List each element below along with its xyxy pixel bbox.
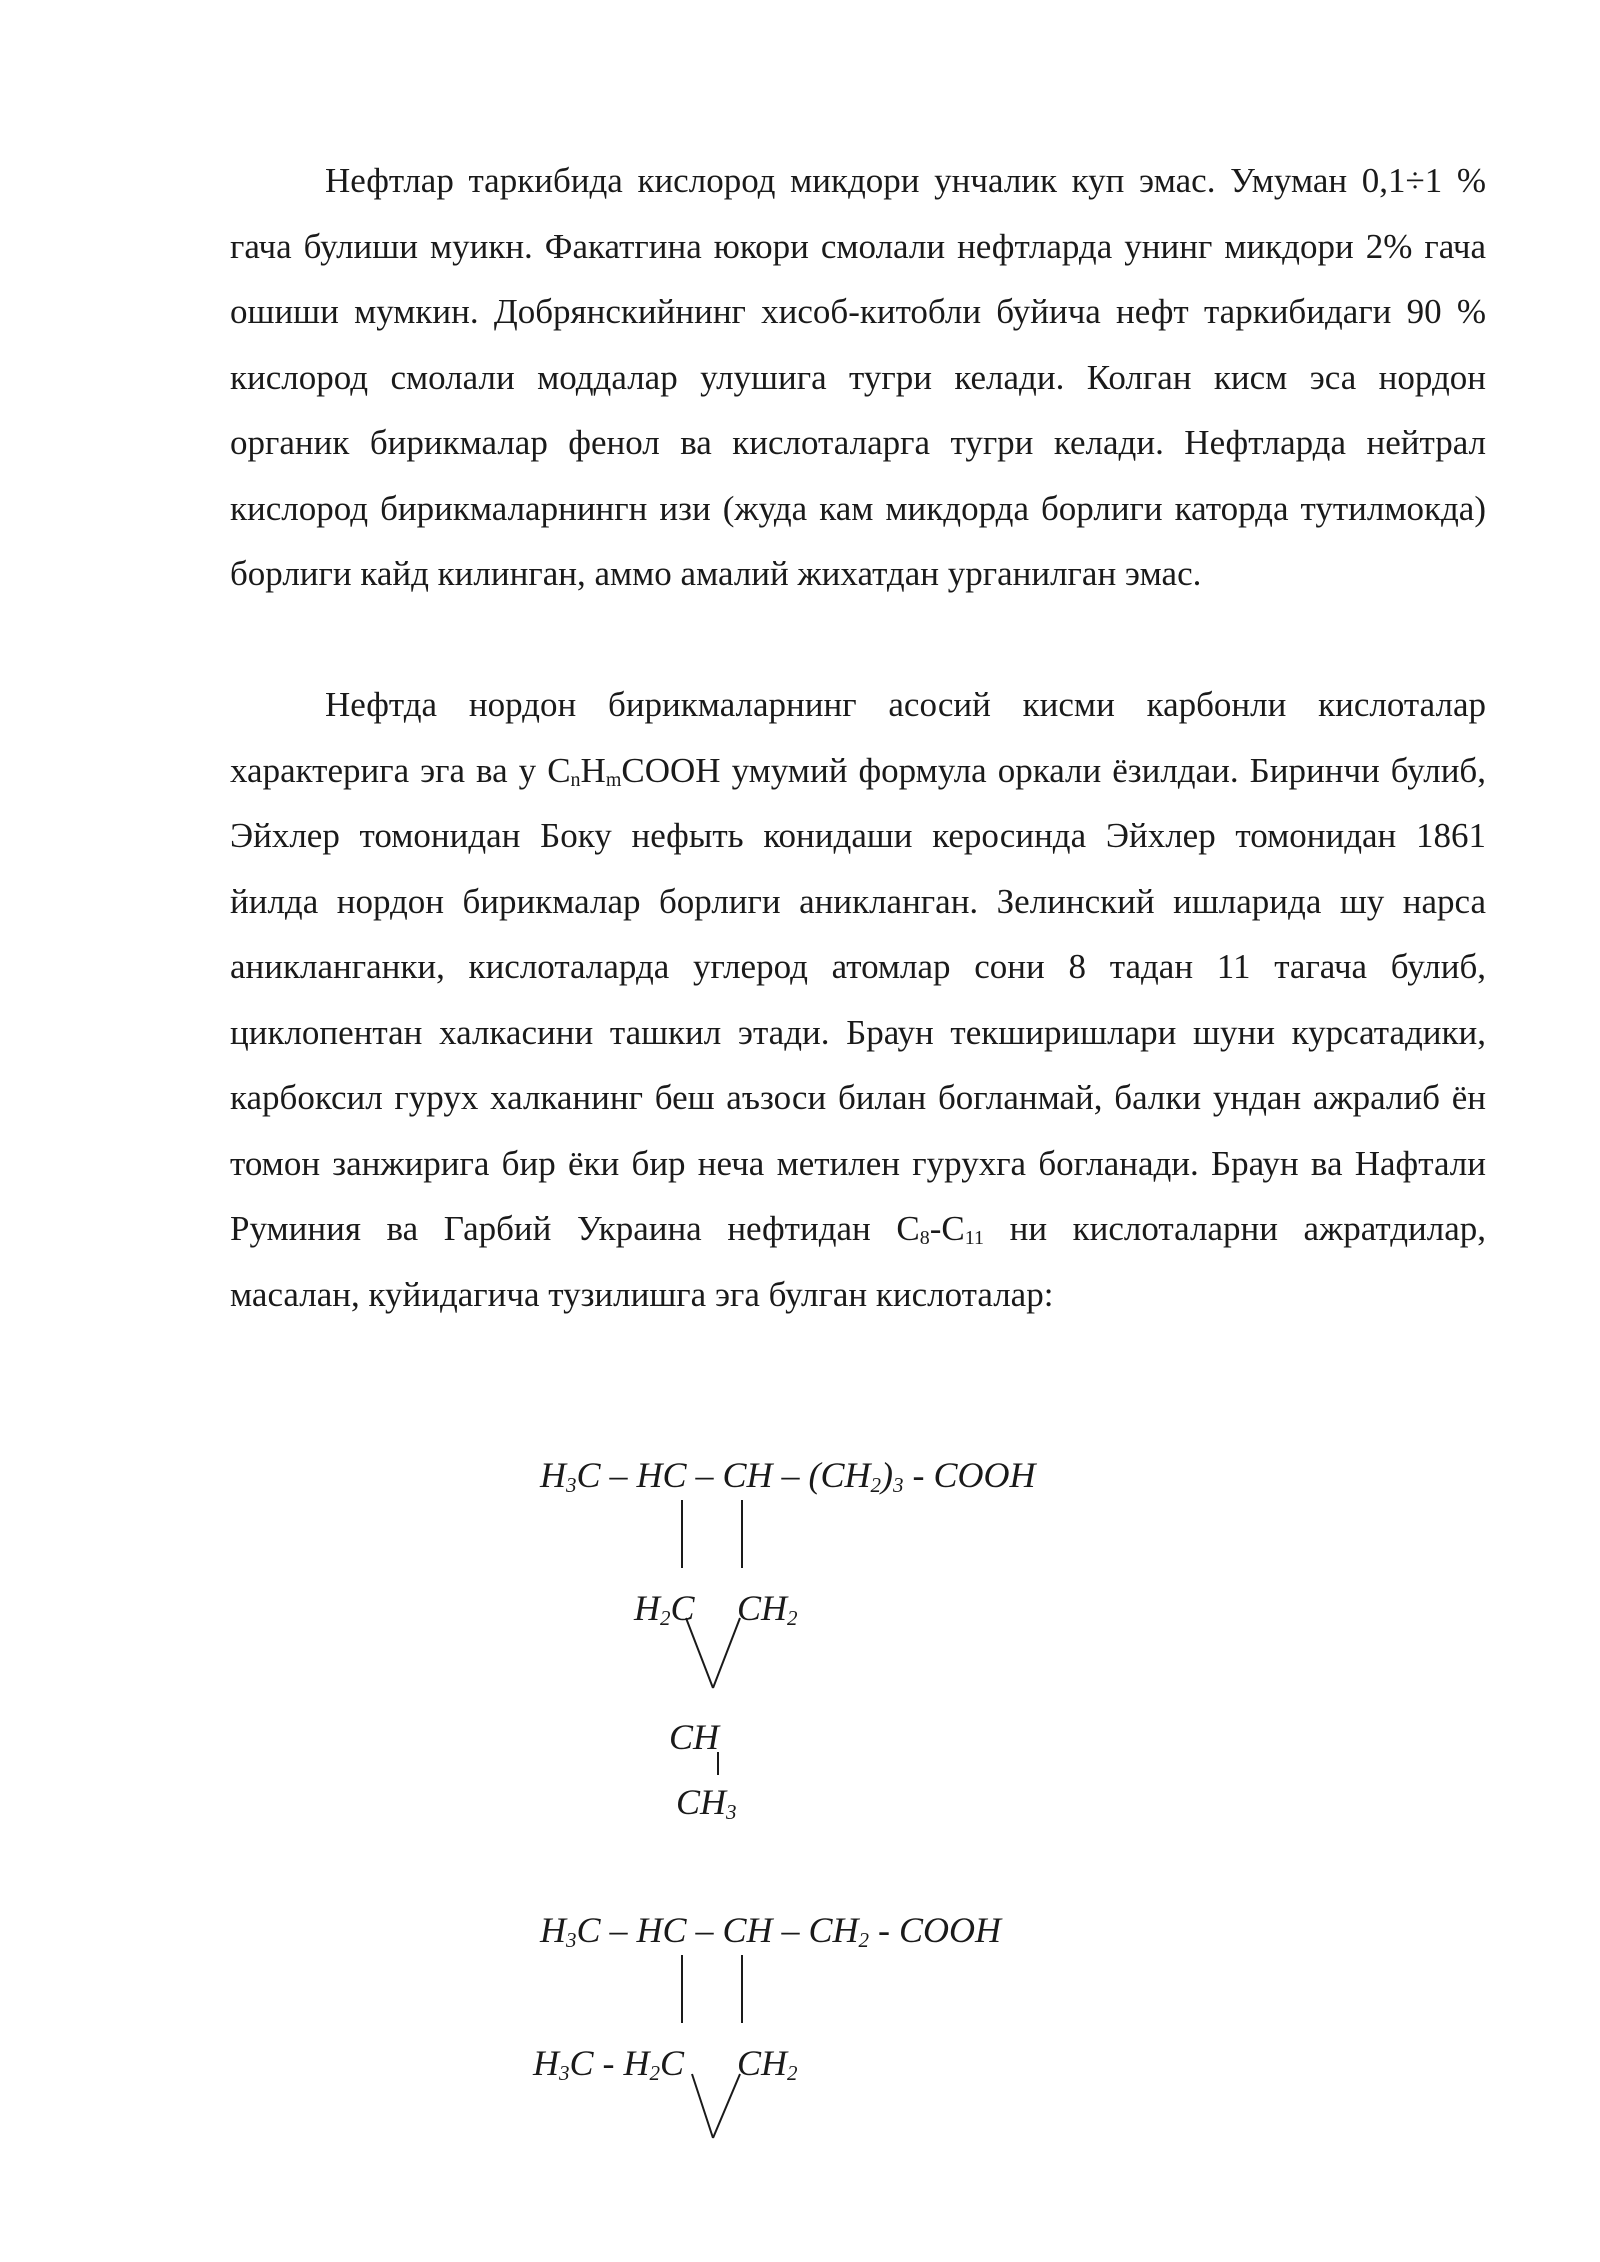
paragraph-text: -C [929,1209,965,1248]
formula-1-right-ring-group: $CH_2$ [737,1588,798,1630]
formula-2-main-chain: $H_3C$ – HC – CH – $CH_2$ - COOH [540,1910,1002,1952]
paragraph-text: COOH умумий формула оркали ёзилдаи. Биринчи булиб, Эйхлер томонидан Боку нефыть конидаши керосинда Эйхлер томонидан 1861 йилда нордон бирикмалар борлиги аникланган. Зелинский ишларида шу нарса аникланганки, кислоталарда углерод атомлар сони 8 тадан 11 тагача булиб, циклопентан халкасини ташкил этади. Браун текширишлари шуни курсатадики, карбоксил гурух халканинг беш аъзоси билан богланмай, балки ундан ажралиб ён томон занжирига бир ёки бир неча метилен гурухга богланади. Браун ва Нафтали Руминия ва Гарбий Украина нефтидан C [230,750,1486,1248]
formula-1-left-ring-group: $H_2C$ [634,1588,695,1630]
subscript: 8 [919,1227,930,1249]
subscript: n [570,768,581,791]
formula-1-main-chain: $H_3C$ – HC – CH – $(CH_2)_3$ - COOH [540,1455,1036,1497]
paragraph-text: H [580,750,606,790]
formula-2-right-ring-group: $CH_2$ [737,2043,798,2085]
subscript: m [605,768,622,791]
paragraph-text: Нефтда нордон бирикмаларнинг асосий кисми карбонли кислоталар характерига эга ва у C [230,685,1486,790]
formula-1-methyl-group: $CH_3$ [676,1782,737,1824]
paragraph-text: ни кислоталарни ажратдилар, масалан, куйидагича тузилишга эга булган кислоталар: [230,1209,1487,1314]
formula-1-ch-group: CH [669,1717,720,1757]
paragraph-text: Нефтлар таркибида кислород микдори унчалик куп эмас. Умуман 0,1÷1 % гача булиши муикн. Факатгина юкори смолали нефтларда унинг микдори 2% гача ошиши мумкин. Добрянскийнинг хисоб-китобли буйича нефт таркибидаги 90 % кислород смолали моддалар улушига тугри келади. Колган кисм эса нордон органик бирикмалар фенол ва кислоталарга тугри келади. Нефтларда нейтрал кислород бирикмаларнингн изи (жуда кам микдорда борлиги каторда тутилмокда) борлиги кайд килинган, аммо амалий жихатдан урганилган эмас. [230,161,1486,593]
formula-2-left-ethyl-group: $H_3C - H_2C$ [533,2043,685,2085]
subscript: 11 [964,1227,984,1249]
